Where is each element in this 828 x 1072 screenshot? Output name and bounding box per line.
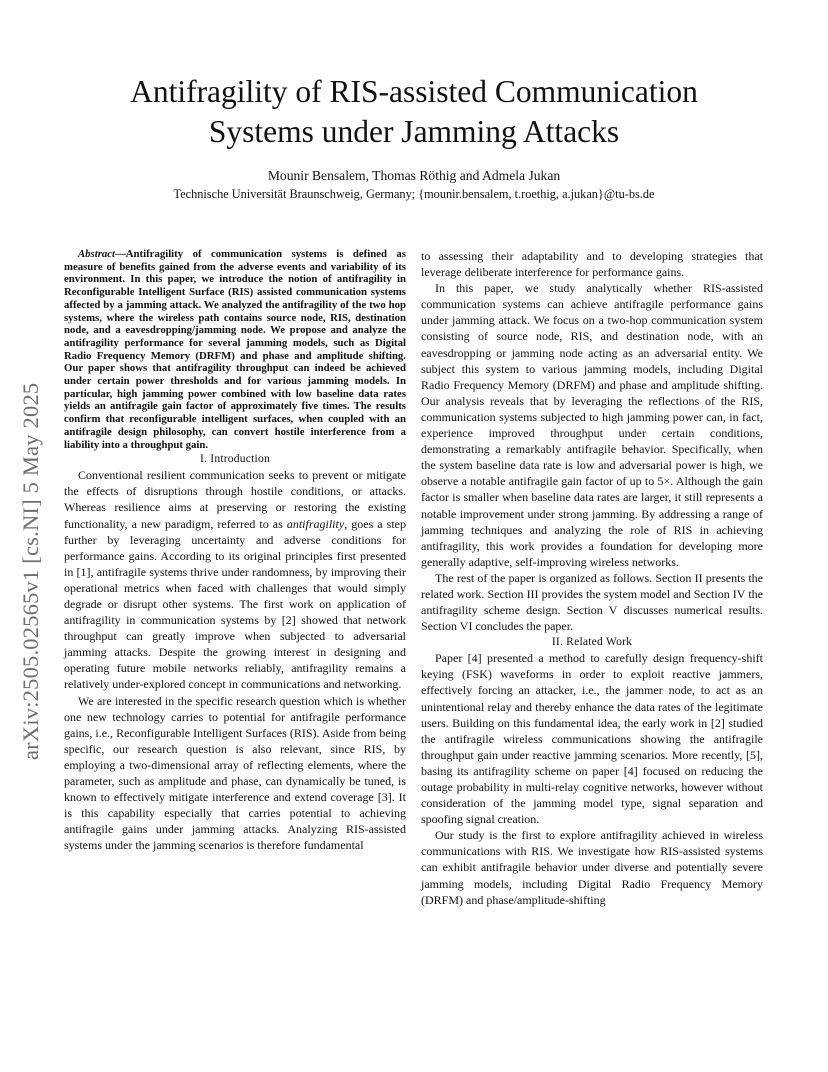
related-paragraph-2: Our study is the first to explore antifragility achieved in wireless communications with RIS. We investigate how RIS-assisted systems can exhibit antifragile behavior under diverse and potentially severe jamming models, including Digital Radio Frequency Memory (DRFM) and phase/amplitude-shifting bbox=[421, 828, 763, 907]
section-heading-related-work: II. Related Work bbox=[551, 635, 633, 649]
abstract-label: Abstract bbox=[78, 248, 116, 260]
intro-paragraph-1 bbox=[64, 467, 406, 692]
affiliation: Technische Universität Braunschweig, Germany; {mounir.bensalem, t.roethig, a.jukan}@tu-bs.de bbox=[173, 187, 655, 201]
section-heading-introduction: I. Introduction bbox=[200, 452, 270, 466]
abstract bbox=[64, 248, 406, 451]
intro-paragraph-3: In this paper, we study analytically whether RIS-assisted communication systems can achieve antifragile performance gains under jamming attack. We focus on a two-hop communication system consisting of source node, RIS, and destination node, with an eavesdropping or jamming node acting as an adversarial entity. We subject this system to various jamming models, including Digital Radio Frequency Memory (DRFM) and phase and amplitude shifting. Our analysis reveals that by leveraging the reflections of the RIS, communication systems subjected to high jamming power can, in fact, experience improved throughput under certain conditions, demonstrating a remarkably antifragile behavior. Specifically, when the system baseline data rate is low and adversarial power is high, we observe a notable antifragile gain factor of up to 5×. Although the gain factor is smaller when baseline data rates are larger, it still represents a notable improvement under strong jamming. By addressing a range of jamming techniques and analyzing the role of RIS in achieving antifragility, this work provides a foundation for developing more generally adaptive, self-improving wireless networks. bbox=[421, 281, 763, 569]
left-column bbox=[64, 248, 406, 854]
title-line-2: Systems under Jamming Attacks bbox=[208, 114, 620, 149]
intro-continued-paragraph: to assessing their adaptability and to developing strategies that leverage deliberate interference for performance gains. bbox=[421, 249, 763, 280]
intro-p1-part-a: Conventional resilient communication seeks to prevent or mitigate the effects of disruptions through hostile conditions, or attacks. Whereas resilience aims at preserving or restoring the existing functionality, a new paradigm, referred to as bbox=[64, 468, 406, 531]
abstract-text: —Antifragility of communication systems is defined as measure of benefits gained from the adverse events and variability of its environment. In this paper, we introduce the notion of antifragility in Reconfigurable Intelligent Surface (RIS) assisted communication systems affected by a jamming attack. We analyzed the antifragility of the two hop systems, where the wireless path contains source node, RIS, destination node, and a eavesdropping/jamming node. We propose and analyze the antifragility performance for several jamming models, such as Digital Radio Frequency Memory (DRFM) and phase and amplitude shifting. Our paper shows that antifragility throughput can indeed be achieved under certain power thresholds and for various jamming models. In particular, high jamming power combined with low baseline data rates yields an antifragile gain factor of approximately five times. The results confirm that reconfigurable intelligent surfaces, when coupled with an antifragile design philosophy, can convert hostile interference from a liability into a throughput gain. bbox=[64, 248, 406, 451]
right-column bbox=[421, 248, 763, 908]
paper-title bbox=[80, 72, 748, 152]
intro-paragraph-4: The rest of the paper is organized as follows. Section II presents the related work. Section III provides the system model and Section IV the antifragility scheme design. Section V discusses numerical results. Section VI concludes the paper. bbox=[421, 570, 763, 634]
title-line-1: Antifragility of RIS-assisted Communication bbox=[130, 74, 698, 109]
intro-p1-part-b: , goes a step further by leveraging uncertainty and adverse conditions for performance gains. According to its original principles first presented in [1], antifragile systems thrive under randomness, by improving their operational metrics when faced with challenges that would simply degrade or disrupt other systems. The first work on application of antifragility in communication systems by [2] showed that network throughput can greatly improve when subjected to adversarial jamming attacks. Despite the growing interest in designing and operating future mobile networks reliably, antifragility remains a relatively under-explored concept in communications and networking. bbox=[64, 516, 406, 692]
intro-paragraph-2: We are interested in the specific research question which is whether one new technology carries to potential for antifragile performance gains, i.e., Reconfigurable Intelligent Surfaces (RIS). Aside from being specific, our research question is also relevant, since RIS, by employing a two-dimensional array of reflecting elements, where the parameter, such as amplitude and phase, can dynamically be tuned, is known to effectively mitigate interference and extend coverage [3]. It is this capability especially that carries potential to achieving antifragile gains under jamming attacks. Analyzing RIS-assisted systems under the jamming scenarios is therefore fundamental bbox=[64, 693, 406, 853]
arxiv-identifier: arXiv:2505.02565v1 [cs.NI] 5 May 2025 bbox=[18, 382, 43, 760]
intro-p1-emphasis: antifragility bbox=[286, 516, 345, 531]
author-list: Mounir Bensalem, Thomas Röthig and Admela Jukan bbox=[267, 168, 561, 183]
related-paragraph-1: Paper [4] presented a method to carefully design frequency-shift keying (FSK) waveforms in order to exploit reactive jammers, effectively forcing an attacker, i.e., the jammer node, to act as an unintentional relay and thereby enhance the data rates of the legitimate users. Building on this fundamental idea, the early work in [2] studied the antifragile wireless communications showing the antifragile throughput gain under reactive jamming scenarios. More recently, [5], basing its antifragility scheme on paper [4] focused on reducing the outage probability in multi-relay cognitive networks, however without consideration of the jamming model type, signal separation and spoofing signal creation. bbox=[421, 651, 763, 827]
